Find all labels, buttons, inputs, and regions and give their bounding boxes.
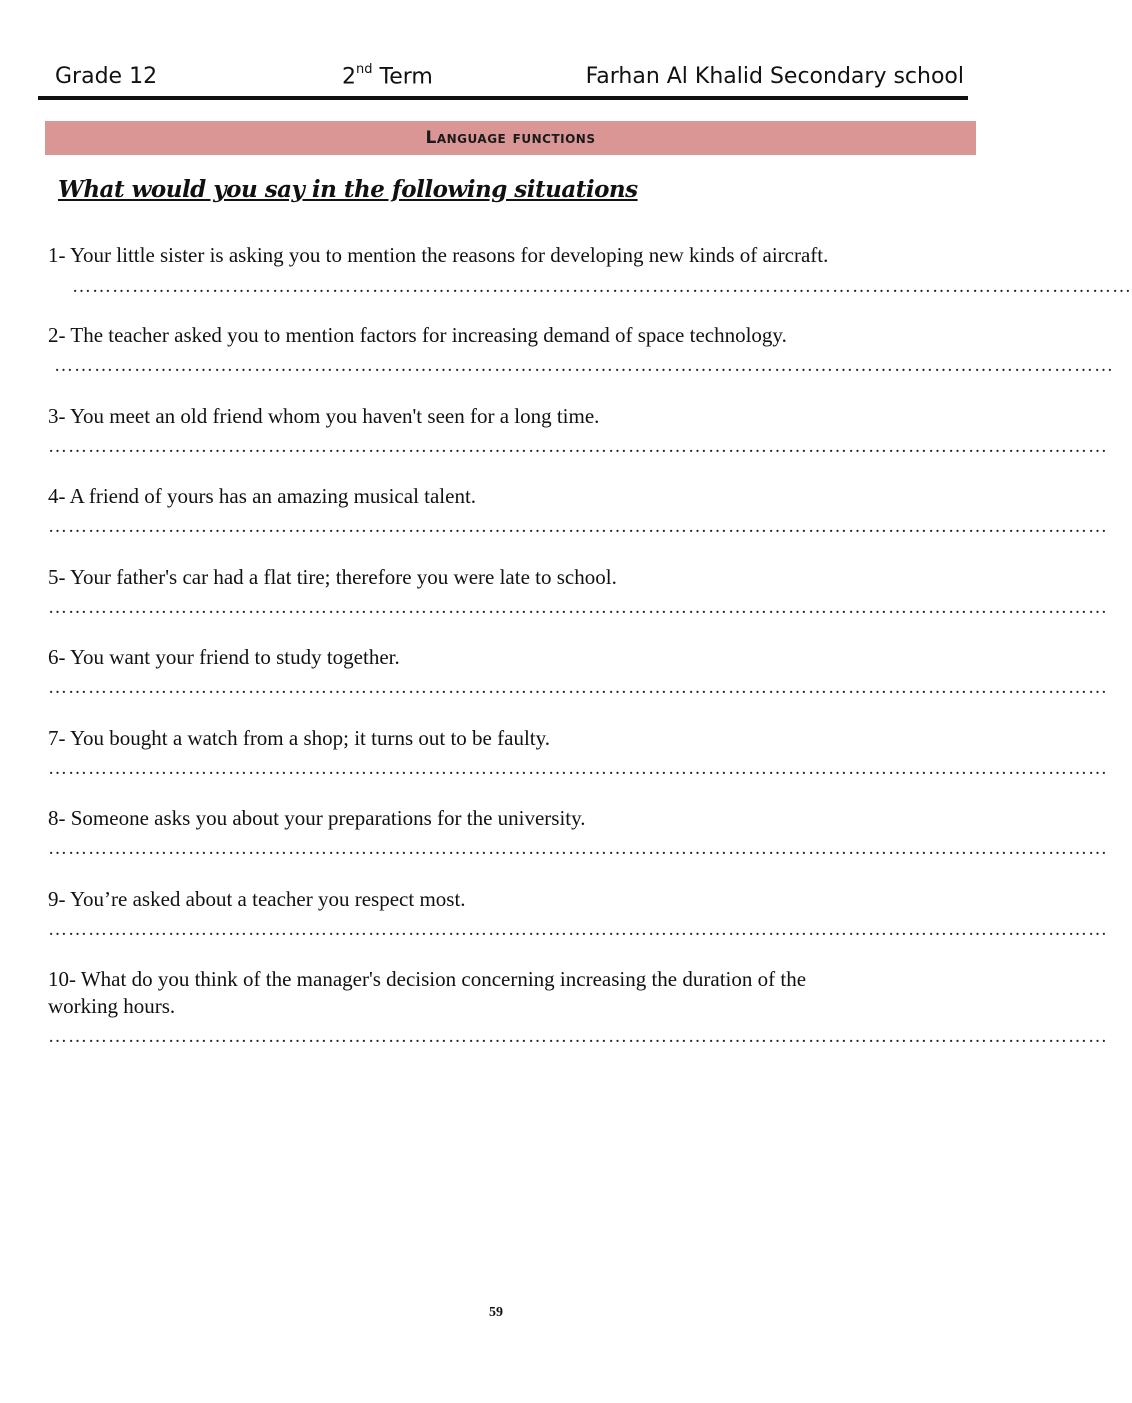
question-6: 6- You want your friend to study together.: [48, 645, 400, 669]
header-divider: [38, 96, 968, 100]
question-10: 10- What do you think of the manager's decision concerning increasing the duration of the working hours.: [48, 967, 807, 1018]
question-4: 4- A friend of yours has an amazing musical talent.: [48, 484, 477, 508]
page-number: 59: [489, 1305, 503, 1320]
answer-line-1[interactable]: ……………………………………………………………………………………………………………………………………………: [72, 276, 1132, 297]
answer-line-4[interactable]: ……………………………………………………………………………………………………………………………………………: [48, 516, 1108, 537]
term-suffix: nd: [356, 62, 373, 77]
answer-line-9[interactable]: ……………………………………………………………………………………………………………………………………………: [48, 919, 1108, 940]
term-word: Term: [379, 64, 433, 90]
answer-line-2[interactable]: ……………………………………………………………………………………………………………………………………………: [54, 355, 1114, 376]
answer-line-8[interactable]: ……………………………………………………………………………………………………………………………………………: [48, 838, 1108, 859]
question-8: 8- Someone asks you about your preparations for the university.: [48, 806, 586, 830]
question-9: 9- You’re asked about a teacher you respect most.: [48, 887, 466, 911]
school-name: Farhan Al Khalid Secondary school: [585, 64, 964, 89]
question-3: 3- You meet an old friend whom you haven't seen for a long time.: [48, 404, 600, 428]
grade-label: Grade 12: [55, 64, 158, 89]
question-1: 1- Your little sister is asking you to mention the reasons for developing new kinds of aircraft.: [48, 243, 829, 267]
instructions-heading: What would you say in the following situations: [58, 176, 638, 203]
answer-line-5[interactable]: ……………………………………………………………………………………………………………………………………………: [48, 597, 1108, 618]
page-header: [40, 58, 968, 98]
term-label: [342, 64, 433, 89]
section-banner: Language functions: [45, 121, 976, 155]
term-number: 2: [342, 64, 356, 90]
answer-line-7[interactable]: ……………………………………………………………………………………………………………………………………………: [48, 758, 1108, 779]
answer-line-10[interactable]: ……………………………………………………………………………………………………………………………………………: [48, 1026, 1108, 1047]
question-2: 2- The teacher asked you to mention factors for increasing demand of space technology.: [48, 323, 787, 347]
question-7: 7- You bought a watch from a shop; it turns out to be faulty.: [48, 726, 551, 750]
question-5: 5- Your father's car had a flat tire; therefore you were late to school.: [48, 565, 617, 589]
answer-line-6[interactable]: ……………………………………………………………………………………………………………………………………………: [48, 677, 1108, 698]
answer-line-3[interactable]: ……………………………………………………………………………………………………………………………………………: [48, 436, 1108, 457]
